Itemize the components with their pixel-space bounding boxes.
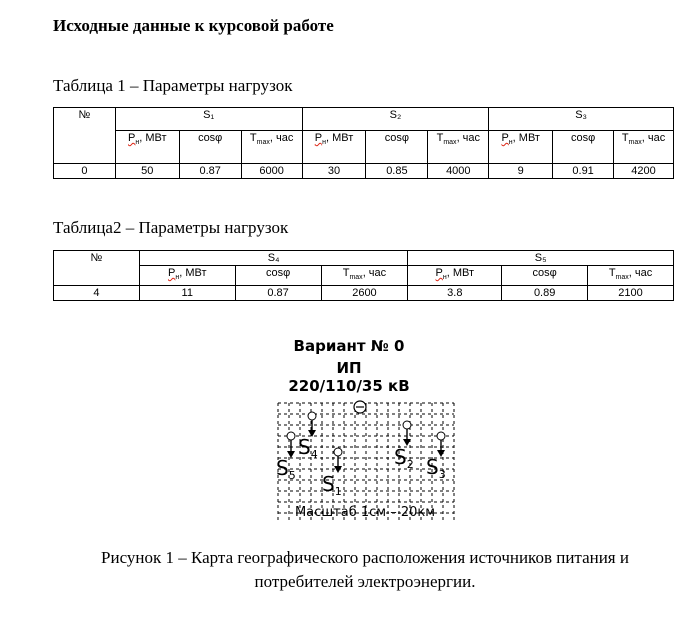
load-s4-label: $S_4$ <box>298 435 318 461</box>
map-scale-label: Масштаб 1см – 20км <box>294 505 436 520</box>
figure-caption-line-1: Рисунок 1 – Карта географического расположения источников питания и <box>101 548 629 567</box>
load-s5-node <box>287 432 295 458</box>
table-cell: 0.91 <box>553 164 614 179</box>
table1-col-cos: cosφ <box>553 131 614 164</box>
table1-data-row <box>54 164 674 179</box>
table-cell: 2100 <box>588 286 674 301</box>
table1-group-s3: S₃ <box>489 108 674 131</box>
table1-col-p: $Р_н$, МВт <box>302 131 366 164</box>
table-cell: 0 <box>54 164 116 179</box>
load-s3-label: $S_3$ <box>426 455 446 481</box>
table-cell: 4 <box>54 286 140 301</box>
table-cell: 0.87 <box>179 164 241 179</box>
table-cell: 4200 <box>614 164 674 179</box>
table-cell: 3.8 <box>408 286 502 301</box>
table1-col-t: $T_{max}$, час <box>428 131 489 164</box>
table-cell: 9 <box>489 164 553 179</box>
table-cell: 2600 <box>321 286 408 301</box>
table-cell: 0.87 <box>235 286 321 301</box>
table-cell: 30 <box>302 164 366 179</box>
table1 <box>53 107 674 179</box>
table2-col-p: $Р_н$, МВт <box>139 266 235 286</box>
table2-col-t: $T_{max}$, час <box>321 266 408 286</box>
load-s3-node <box>437 432 445 457</box>
table-cell: 0.89 <box>502 286 588 301</box>
table1-col-p: $Р_н$, МВт <box>489 131 553 164</box>
variant-title: Вариант № 0 <box>293 337 405 355</box>
figure-caption-line-2: потребителей электроэнергии. <box>254 572 476 591</box>
table-cell: 11 <box>139 286 235 301</box>
table2-col-p: $Р_н$, МВт <box>408 266 502 286</box>
load-s2-label: $S_2$ <box>394 445 414 471</box>
load-s5-label: $S_5$ <box>276 456 296 482</box>
table2-caption: Таблица2 – Параметры нагрузок <box>53 218 289 237</box>
table1-col-p: $Р_н$, МВт <box>115 131 179 164</box>
table1-caption: Таблица 1 – Параметры нагрузок <box>53 76 293 95</box>
table2-group-s4: S₄ <box>139 251 408 266</box>
table1-sub-header-row <box>54 131 674 164</box>
table1-group-s2: S₂ <box>302 108 489 131</box>
table1-group-s1: S₁ <box>115 108 302 131</box>
table2-sub-header-row <box>54 266 674 286</box>
table1-col-cos: cosφ <box>366 131 428 164</box>
table2-col-cos: cosφ <box>235 266 321 286</box>
table2-data-row <box>54 286 674 301</box>
source-label: ИП <box>336 359 362 377</box>
table2 <box>53 250 674 301</box>
table1-group-header-row <box>54 108 674 131</box>
table-cell: 50 <box>115 164 179 179</box>
table2-col-cos: cosφ <box>502 266 588 286</box>
document-heading: Исходные данные к курсовой работе <box>53 16 334 35</box>
table1-col-t: $T_{max}$, час <box>614 131 674 164</box>
source-voltage: 220/110/35 кВ <box>288 377 410 395</box>
table1-num-header: № <box>54 108 116 164</box>
table-cell: 4000 <box>428 164 489 179</box>
table2-group-s5: S₅ <box>408 251 674 266</box>
table-cell: 6000 <box>241 164 302 179</box>
table1-col-cos: cosφ <box>179 131 241 164</box>
table2-num-header: № <box>54 251 140 286</box>
table1-col-t: $T_{max}$, час <box>241 131 302 164</box>
table-cell: 0.85 <box>366 164 428 179</box>
table2-group-header-row <box>54 251 674 266</box>
table2-col-t: $T_{max}$, час <box>588 266 674 286</box>
location-map <box>270 400 460 525</box>
load-s1-label: $S_1$ <box>322 472 342 498</box>
